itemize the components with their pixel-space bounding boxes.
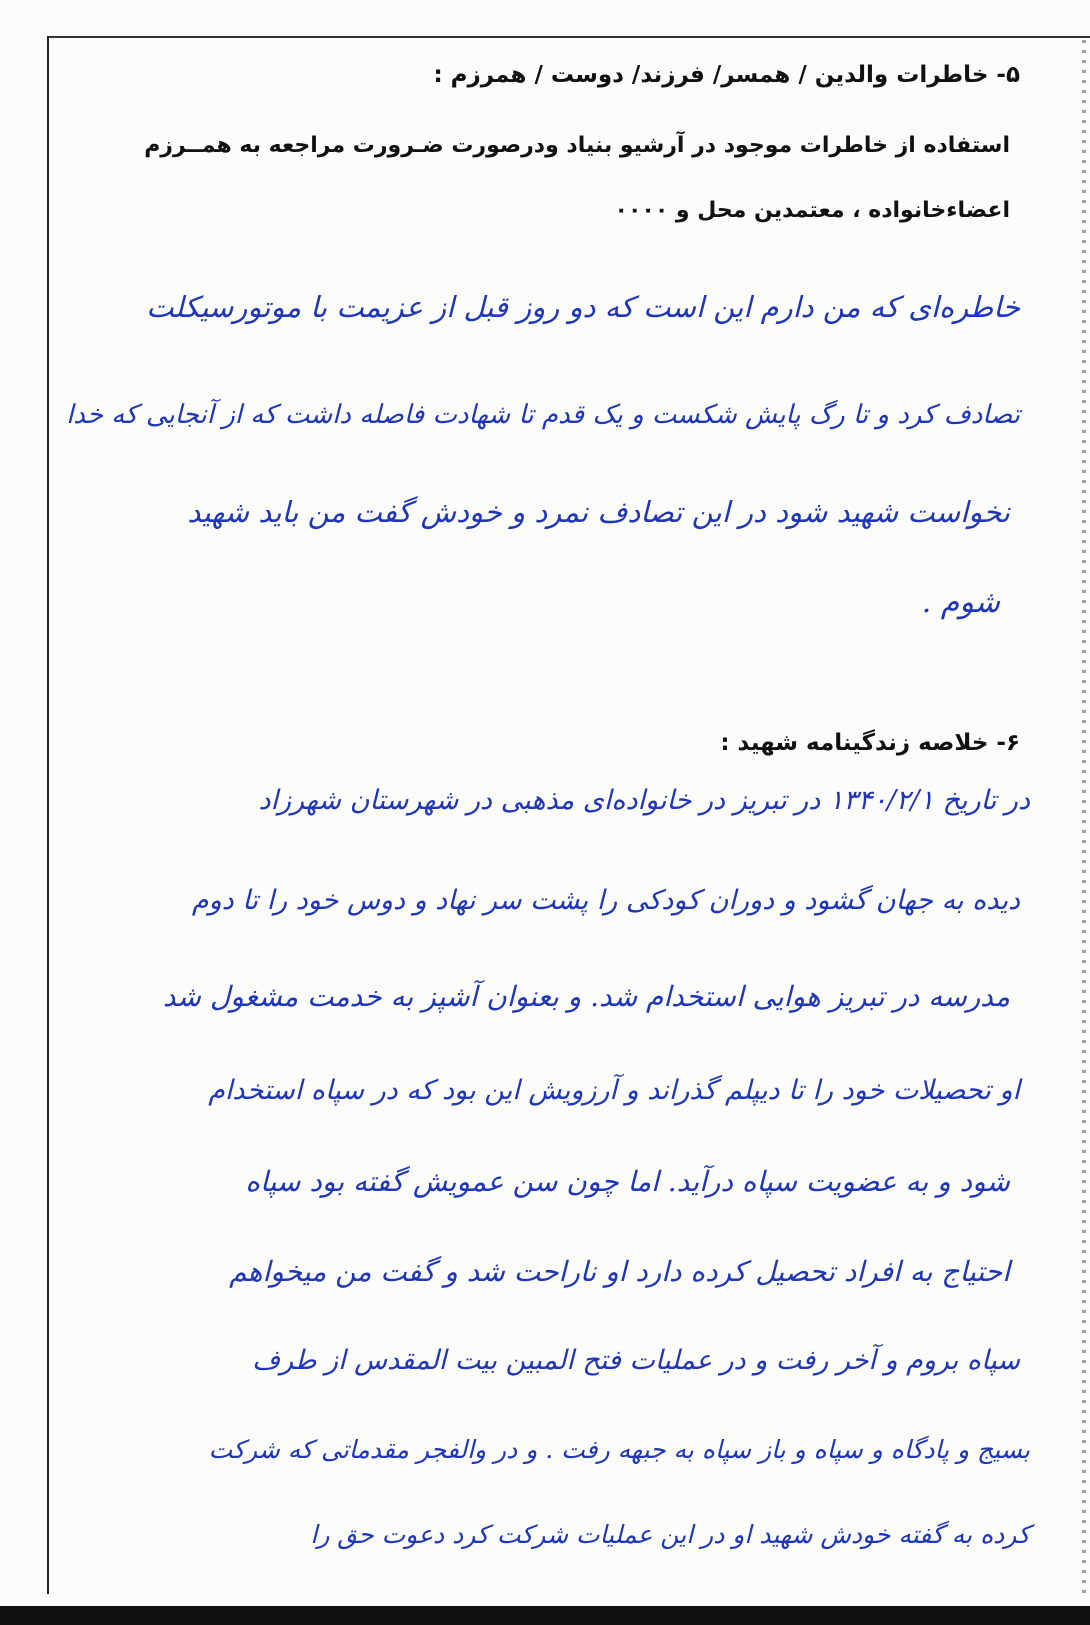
frame-left-line <box>47 36 49 1594</box>
section6-heading: ۶- خلاصه زندگینامه شهید : <box>720 730 1020 756</box>
section5-hand-line: نخواست شهید شود در این تصادف نمرد و خودش گفت من باید شهید <box>187 495 1010 529</box>
frame-right-edge <box>1082 40 1086 1600</box>
section6-hand-line: مدرسه در تبریز هوایی استخدام شد. و بعنوان آشپز به خدمت مشغول شد <box>162 980 1010 1013</box>
section6-hand-line: بسیج و پادگاه و سپاه و باز سپاه به جبهه رفت . و در والفجر مقدماتی که شرکت <box>208 1435 1030 1464</box>
frame-top-line <box>47 36 1090 38</box>
section5-hand-line: شوم . <box>921 585 1000 620</box>
section5-heading: ۵- خاطرات والدین / همسر/ فرزند/ دوست / همرزم : <box>433 62 1020 88</box>
section6-hand-line: کرده به گفته خودش شهید او در این عملیات شرکت کرد دعوت حق را <box>310 1520 1030 1549</box>
frame-bottom-edge <box>0 1606 1090 1625</box>
section6-hand-line: در تاریخ ۱۳۴۰/۲/۱ در تبریز در خانواده‌ای مذهبی در شهرستان شهرزاد <box>258 785 1030 816</box>
section5-instruction-line2: اعضاءخانواده ، معتمدین محل و ۰۰۰۰ <box>614 198 1010 223</box>
section5-hand-line: تصادف کرد و تا رگ پایش شکست و یک قدم تا شهادت فاصله داشت که از آنجایی که خدا <box>66 400 1020 430</box>
section6-hand-line: دیده به جهان گشود و دوران کودکی را پشت سر نهاد و دوس خود را تا دوم <box>191 885 1020 916</box>
section5-hand-line: خاطره‌ای که من دارم این است که دو روز قبل از عزیمت با موتورسیکلت <box>146 290 1020 324</box>
section6-hand-line: احتیاج به افراد تحصیل کرده دارد او ناراحت شد و گفت من میخواهم <box>229 1255 1010 1288</box>
section6-hand-line: او تحصیلات خود را تا دیپلم گذراند و آرزویش این بود که در سپاه استخدام <box>208 1075 1020 1106</box>
section6-hand-line: شود و به عضویت سپاه درآید. اما چون سن عمویش گفته بود سپاه <box>245 1165 1010 1198</box>
section6-hand-line: سپاه بروم و آخر رفت و در عملیات فتح المبین بیت المقدس از طرف <box>252 1345 1020 1376</box>
section5-instruction-line1: استفاده از خاطرات موجود در آرشیو بنیاد ودرصورت ضـرورت مراجعه به همــرزم <box>144 133 1010 158</box>
